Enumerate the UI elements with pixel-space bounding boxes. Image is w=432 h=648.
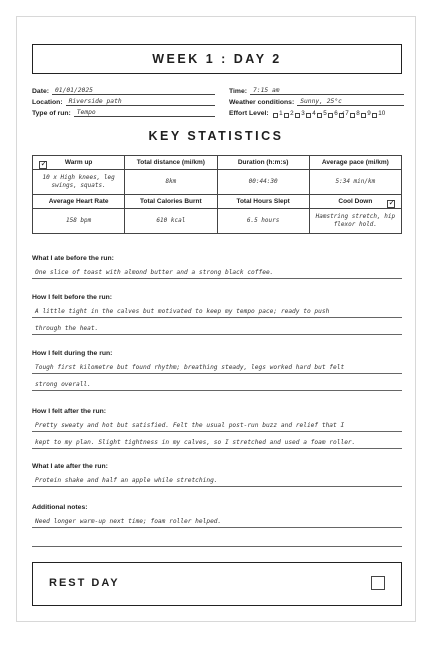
ate-before-line[interactable]: One slice of toast with almond butter and a strong black coffee. [32,265,402,279]
effort-checkbox[interactable] [273,113,278,118]
effort-level-label: 8 [356,110,360,117]
effort-checkbox[interactable] [350,113,355,118]
effort-checkbox[interactable] [361,113,366,118]
cool-down-checkbox[interactable] [387,200,395,208]
day-title: WEEK 1 : DAY 2 [152,52,282,66]
stats-value-row-1 [33,170,402,195]
ate-before-section [32,255,402,279]
hours-slept-header: Total Hours Slept [217,195,309,209]
felt-after-line[interactable]: Pretty sweaty and hot but satisfied. Felt the usual post-run buzz and relief that I [32,418,402,432]
warm-up-checkbox[interactable] [39,161,47,169]
key-statistics-title: KEY STATISTICS [148,129,284,143]
date-field[interactable]: 01/01/2025 [52,86,215,95]
effort-level-label: 2 [290,110,294,117]
effort-level-label: 10 [378,110,386,117]
run-type-field[interactable]: Tempo [74,108,215,117]
notes-line[interactable]: Need longer warm-up next time; foam roller helped. [32,514,402,528]
heart-rate-value[interactable]: 158 bpm [33,209,125,234]
time-label: Time: [229,88,248,95]
effort-checkbox[interactable] [284,113,289,118]
felt-during-line[interactable]: Tough first kilometre but found rhythm; breathing steady, legs worked hard but felt [32,360,402,374]
total-distance-value[interactable]: 8km [125,170,217,195]
effort-level-label: 1 [279,110,283,117]
felt-before-label: How I felt before the run: [32,294,113,301]
effort-level-label: 6 [334,110,338,117]
weather-field[interactable]: Sunny, 25°c [297,97,404,106]
key-statistics-table [32,155,402,234]
felt-before-line[interactable]: through the heat. [32,321,402,335]
effort-checkbox[interactable] [328,113,333,118]
total-distance-header: Total distance (mi/km) [125,156,217,170]
rest-day-checkbox[interactable] [371,576,385,590]
hours-slept-value[interactable]: 6.5 hours [217,209,309,234]
warm-up-header [33,156,125,170]
weather-label: Weather conditions: [229,99,295,106]
effort-checkbox[interactable] [295,113,300,118]
warm-up-value[interactable]: 10 x High knees, leg swings, squats. [33,170,125,195]
run-type-label: Type of run: [32,110,71,117]
effort-scale [272,110,386,117]
rest-day-label: REST DAY [49,577,120,589]
calories-value[interactable]: 610 kcal [125,209,217,234]
rest-day-box [32,562,402,606]
duration-value[interactable]: 00:44:30 [217,170,309,195]
felt-during-label: How I felt during the run: [32,350,113,357]
ate-before-label: What I ate before the run: [32,255,114,262]
meta-left [32,84,215,117]
cool-down-value[interactable]: Hamstring stretch, hip flexor hold. [309,209,401,234]
felt-during-section [32,350,402,391]
warm-up-header-label: Warm up [64,159,93,166]
felt-before-line[interactable]: A little tight in the calves but motivated to keep my tempo pace; ready to push [32,304,402,318]
notes-line[interactable] [32,533,402,547]
effort-checkbox[interactable] [306,113,311,118]
average-pace-value[interactable]: 5:34 min/km [309,170,401,195]
felt-after-section [32,408,402,449]
time-field[interactable]: 7:15 am [250,86,404,95]
calories-header: Total Calories Burnt [125,195,217,209]
duration-header: Duration (h:m:s) [217,156,309,170]
effort-level-label: 9 [367,110,371,117]
effort-label: Effort Level: [229,110,269,117]
cool-down-header-label: Cool Down [338,198,373,205]
ate-after-line[interactable]: Protein shake and half an apple while stretching. [32,473,402,487]
meta-right [229,84,404,117]
ate-after-label: What I ate after the run: [32,463,108,470]
stats-header-row-1 [33,156,402,170]
notes-label: Additional notes: [32,504,88,511]
felt-after-label: How I felt after the run: [32,408,107,415]
notes-section [32,504,402,547]
effort-checkbox[interactable] [317,113,322,118]
felt-after-line[interactable]: kept to my plan. Slight tightness in my calves, so I stretched and used a foam roller. [32,435,402,449]
journal-page [16,16,416,622]
stats-header-row-2 [33,195,402,209]
effort-checkbox[interactable] [372,113,377,118]
cool-down-header [309,195,401,209]
effort-checkbox[interactable] [339,113,344,118]
effort-level-label: 5 [323,110,327,117]
heart-rate-header: Average Heart Rate [33,195,125,209]
felt-during-line[interactable]: strong overall. [32,377,402,391]
location-field[interactable]: Riverside path [66,97,215,106]
effort-level-label: 7 [345,110,349,117]
stats-value-row-2 [33,209,402,234]
day-title-box [32,44,402,74]
effort-level-label: 4 [312,110,316,117]
date-label: Date: [32,88,49,95]
ate-after-section [32,463,402,487]
location-label: Location: [32,99,63,106]
felt-before-section [32,294,402,335]
average-pace-header: Average pace (mi/km) [309,156,401,170]
effort-level-label: 3 [301,110,305,117]
